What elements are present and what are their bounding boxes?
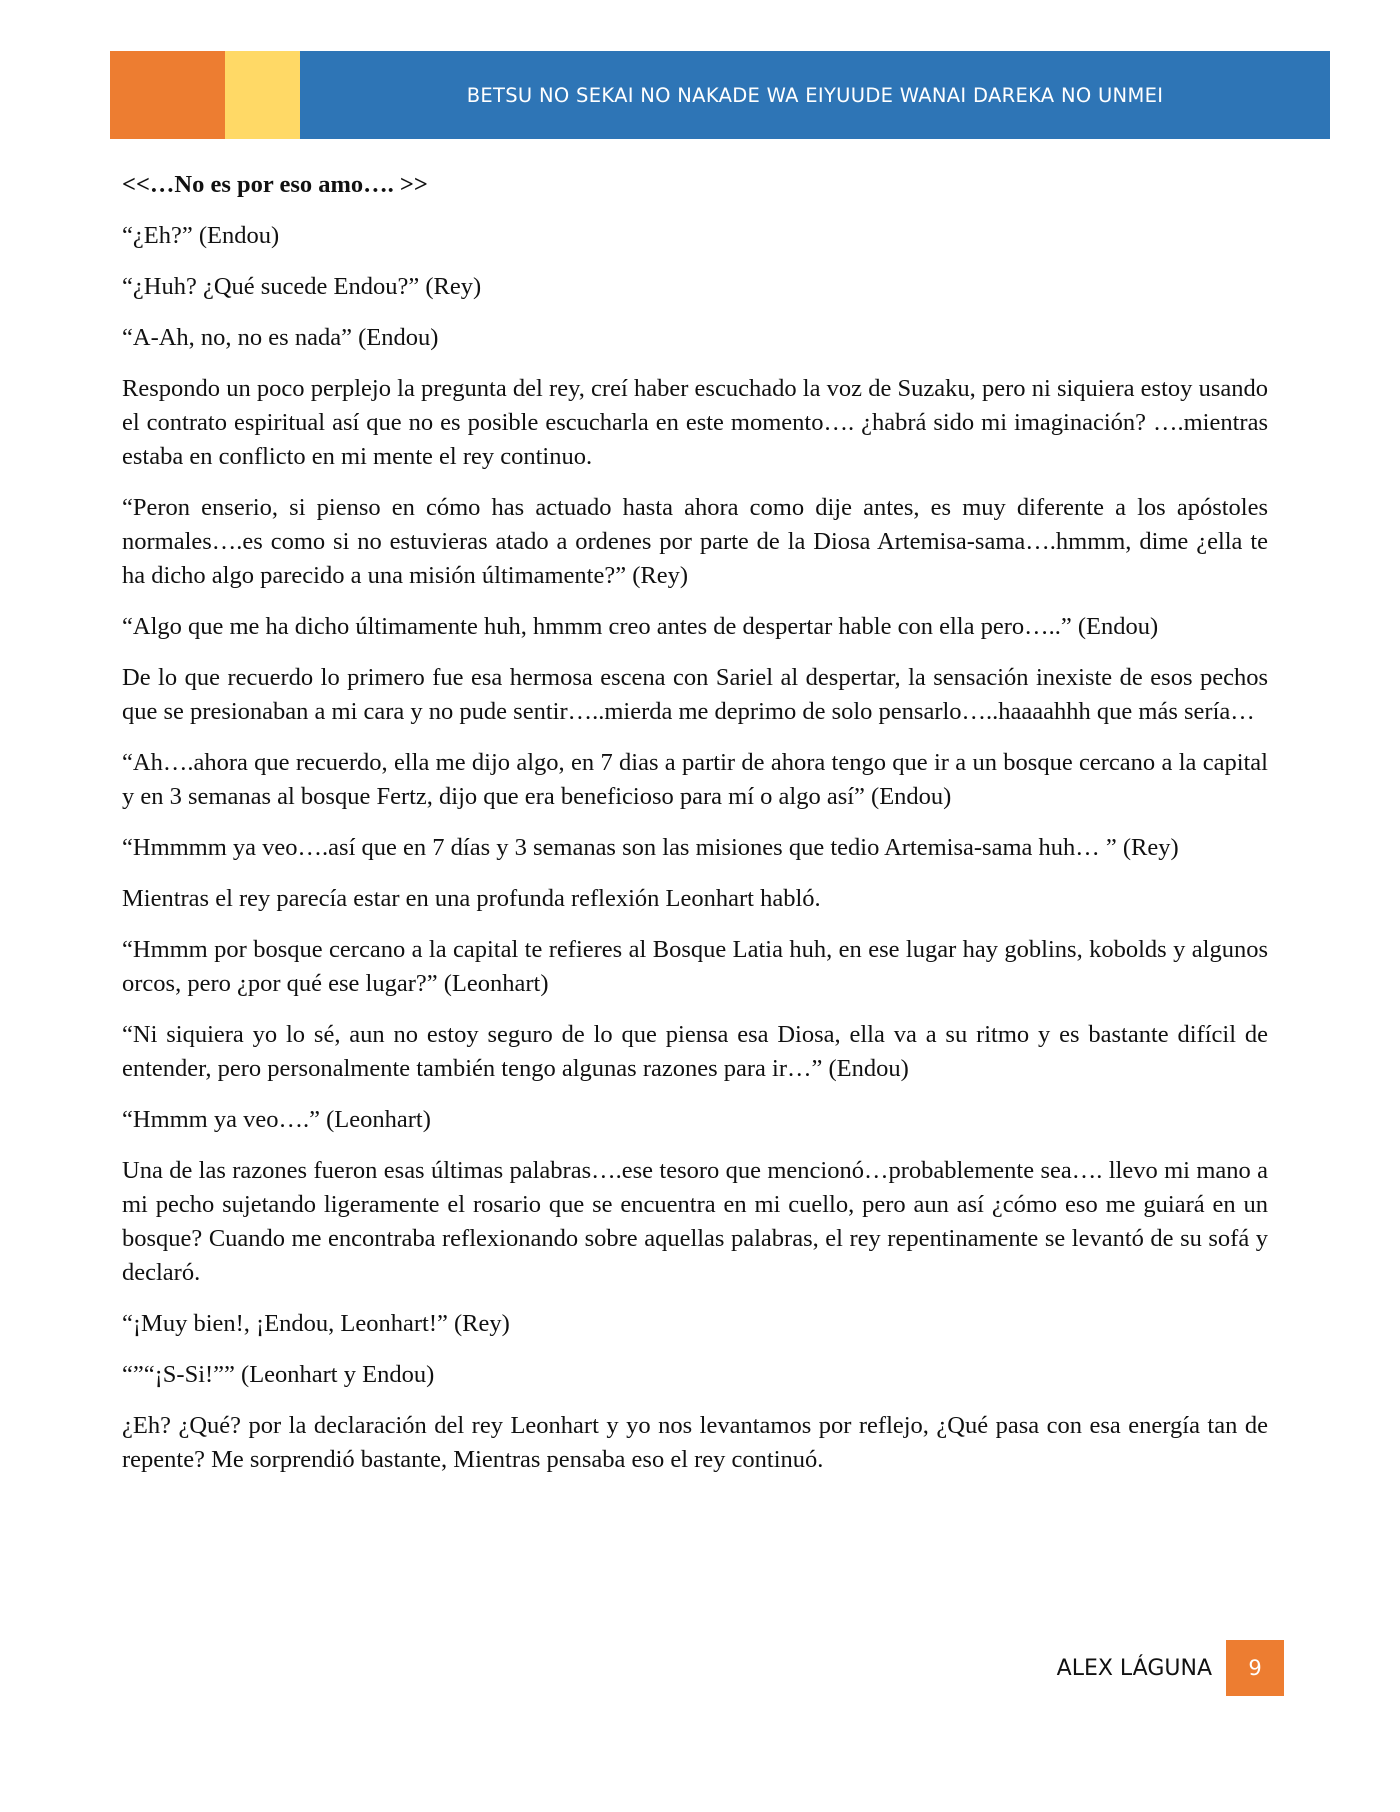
paragraph: Una de las razones fueron esas últimas palabras….ese tesoro que mencionó…probablemente sea…. llevo mi mano a mi pecho sujetando ligeramente el rosario que se encuentra en mi cuello, pero aun así ¿cómo eso me guiará en un bosque? Cuando me encontraba reflexionando sobre aquellas palabras, el rey repentinamente se levantó de su sofá y declaró. xyxy=(122,1157,1268,1286)
paragraph: “Hmmm por bosque cercano a la capital te refieres al Bosque Latia huh, en ese lugar hay goblins, kobolds y algunos orcos, pero ¿por qué ese lugar?” (Leonhart) xyxy=(122,936,1268,997)
paragraph: “A-Ah, no, no es nada” (Endou) xyxy=(122,324,439,351)
header-title-bar xyxy=(300,51,1330,139)
paragraph: “Algo que me ha dicho últimamente huh, hmmm creo antes de despertar hable con ella pero…..” (Endou) xyxy=(122,613,1159,640)
paragraph: “Peron enserio, si pienso en cómo has actuado hasta ahora como dije antes, es muy diferente a los apóstoles normales….es como si no estuvieras atado a ordenes por parte de la Diosa Artemisa-sama….hmmm, dime ¿ella te ha dicho algo parecido a una misión últimamente?” (Rey) xyxy=(122,494,1268,589)
paragraph: “¿Eh?” (Endou) xyxy=(122,222,280,249)
footer-author: ALEX LÁGUNA xyxy=(1056,1655,1212,1681)
paragraph: “¡Muy bien!, ¡Endou, Leonhart!” (Rey) xyxy=(122,1310,510,1337)
paragraph: Mientras el rey parecía estar en una profunda reflexión Leonhart habló. xyxy=(122,885,821,912)
paragraph: “¿Huh? ¿Qué sucede Endou?” (Rey) xyxy=(122,273,482,300)
header-orange-block xyxy=(110,51,225,139)
paragraph: “”“¡S-Si!”” (Leonhart y Endou) xyxy=(122,1361,435,1388)
paragraph: “Ah….ahora que recuerdo, ella me dijo algo, en 7 dias a partir de ahora tengo que ir a un bosque cercano a la capital y en 3 semanas al bosque Fertz, dijo que era beneficioso para mí o algo así” (Endou) xyxy=(122,749,1268,810)
page-number-badge: 9 xyxy=(1226,1640,1284,1696)
paragraph: Respondo un poco perplejo la pregunta del rey, creí haber escuchado la voz de Suzaku, pero ni siquiera estoy usando el contrato espiritual así que no es posible escucharla en este momento…. ¿habrá sido mi imaginación? ….mientras estaba en conflicto en mi mente el rey continuo. xyxy=(122,375,1268,470)
paragraph: “Ni siquiera yo lo sé, aun no estoy seguro de lo que piensa esa Diosa, ella va a su ritmo y es bastante difícil de entender, pero personalmente también tengo algunas razones para ir…” (Endou) xyxy=(122,1021,1268,1082)
paragraph: <<…No es por eso amo…. >> xyxy=(122,171,428,198)
paragraph: “Hmmmm ya veo….así que en 7 días y 3 semanas son las misiones que tedio Artemisa-sama huh… ” (Rey) xyxy=(122,834,1179,861)
header-title: BETSU NO SEKAI NO NAKADE WA EIYUUDE WANAI DAREKA NO UNMEI xyxy=(466,83,1164,107)
paragraph: De lo que recuerdo lo primero fue esa hermosa escena con Sariel al despertar, la sensación inexiste de esos pechos que se presionaban a mi cara y no pude sentir…..mierda me deprimo de solo pensarlo…..haaaahhh que más sería… xyxy=(122,664,1268,725)
paragraph: ¿Eh? ¿Qué? por la declaración del rey Leonhart y yo nos levantamos por reflejo, ¿Qué pasa con esa energía tan de repente? Me sorprendió bastante, Mientras pensaba eso el rey continuó. xyxy=(122,1412,1268,1473)
page-body xyxy=(122,168,1268,1494)
paragraph: “Hmmm ya veo….” (Leonhart) xyxy=(122,1106,431,1133)
header-yellow-block xyxy=(225,51,300,139)
page-header xyxy=(110,51,1330,139)
